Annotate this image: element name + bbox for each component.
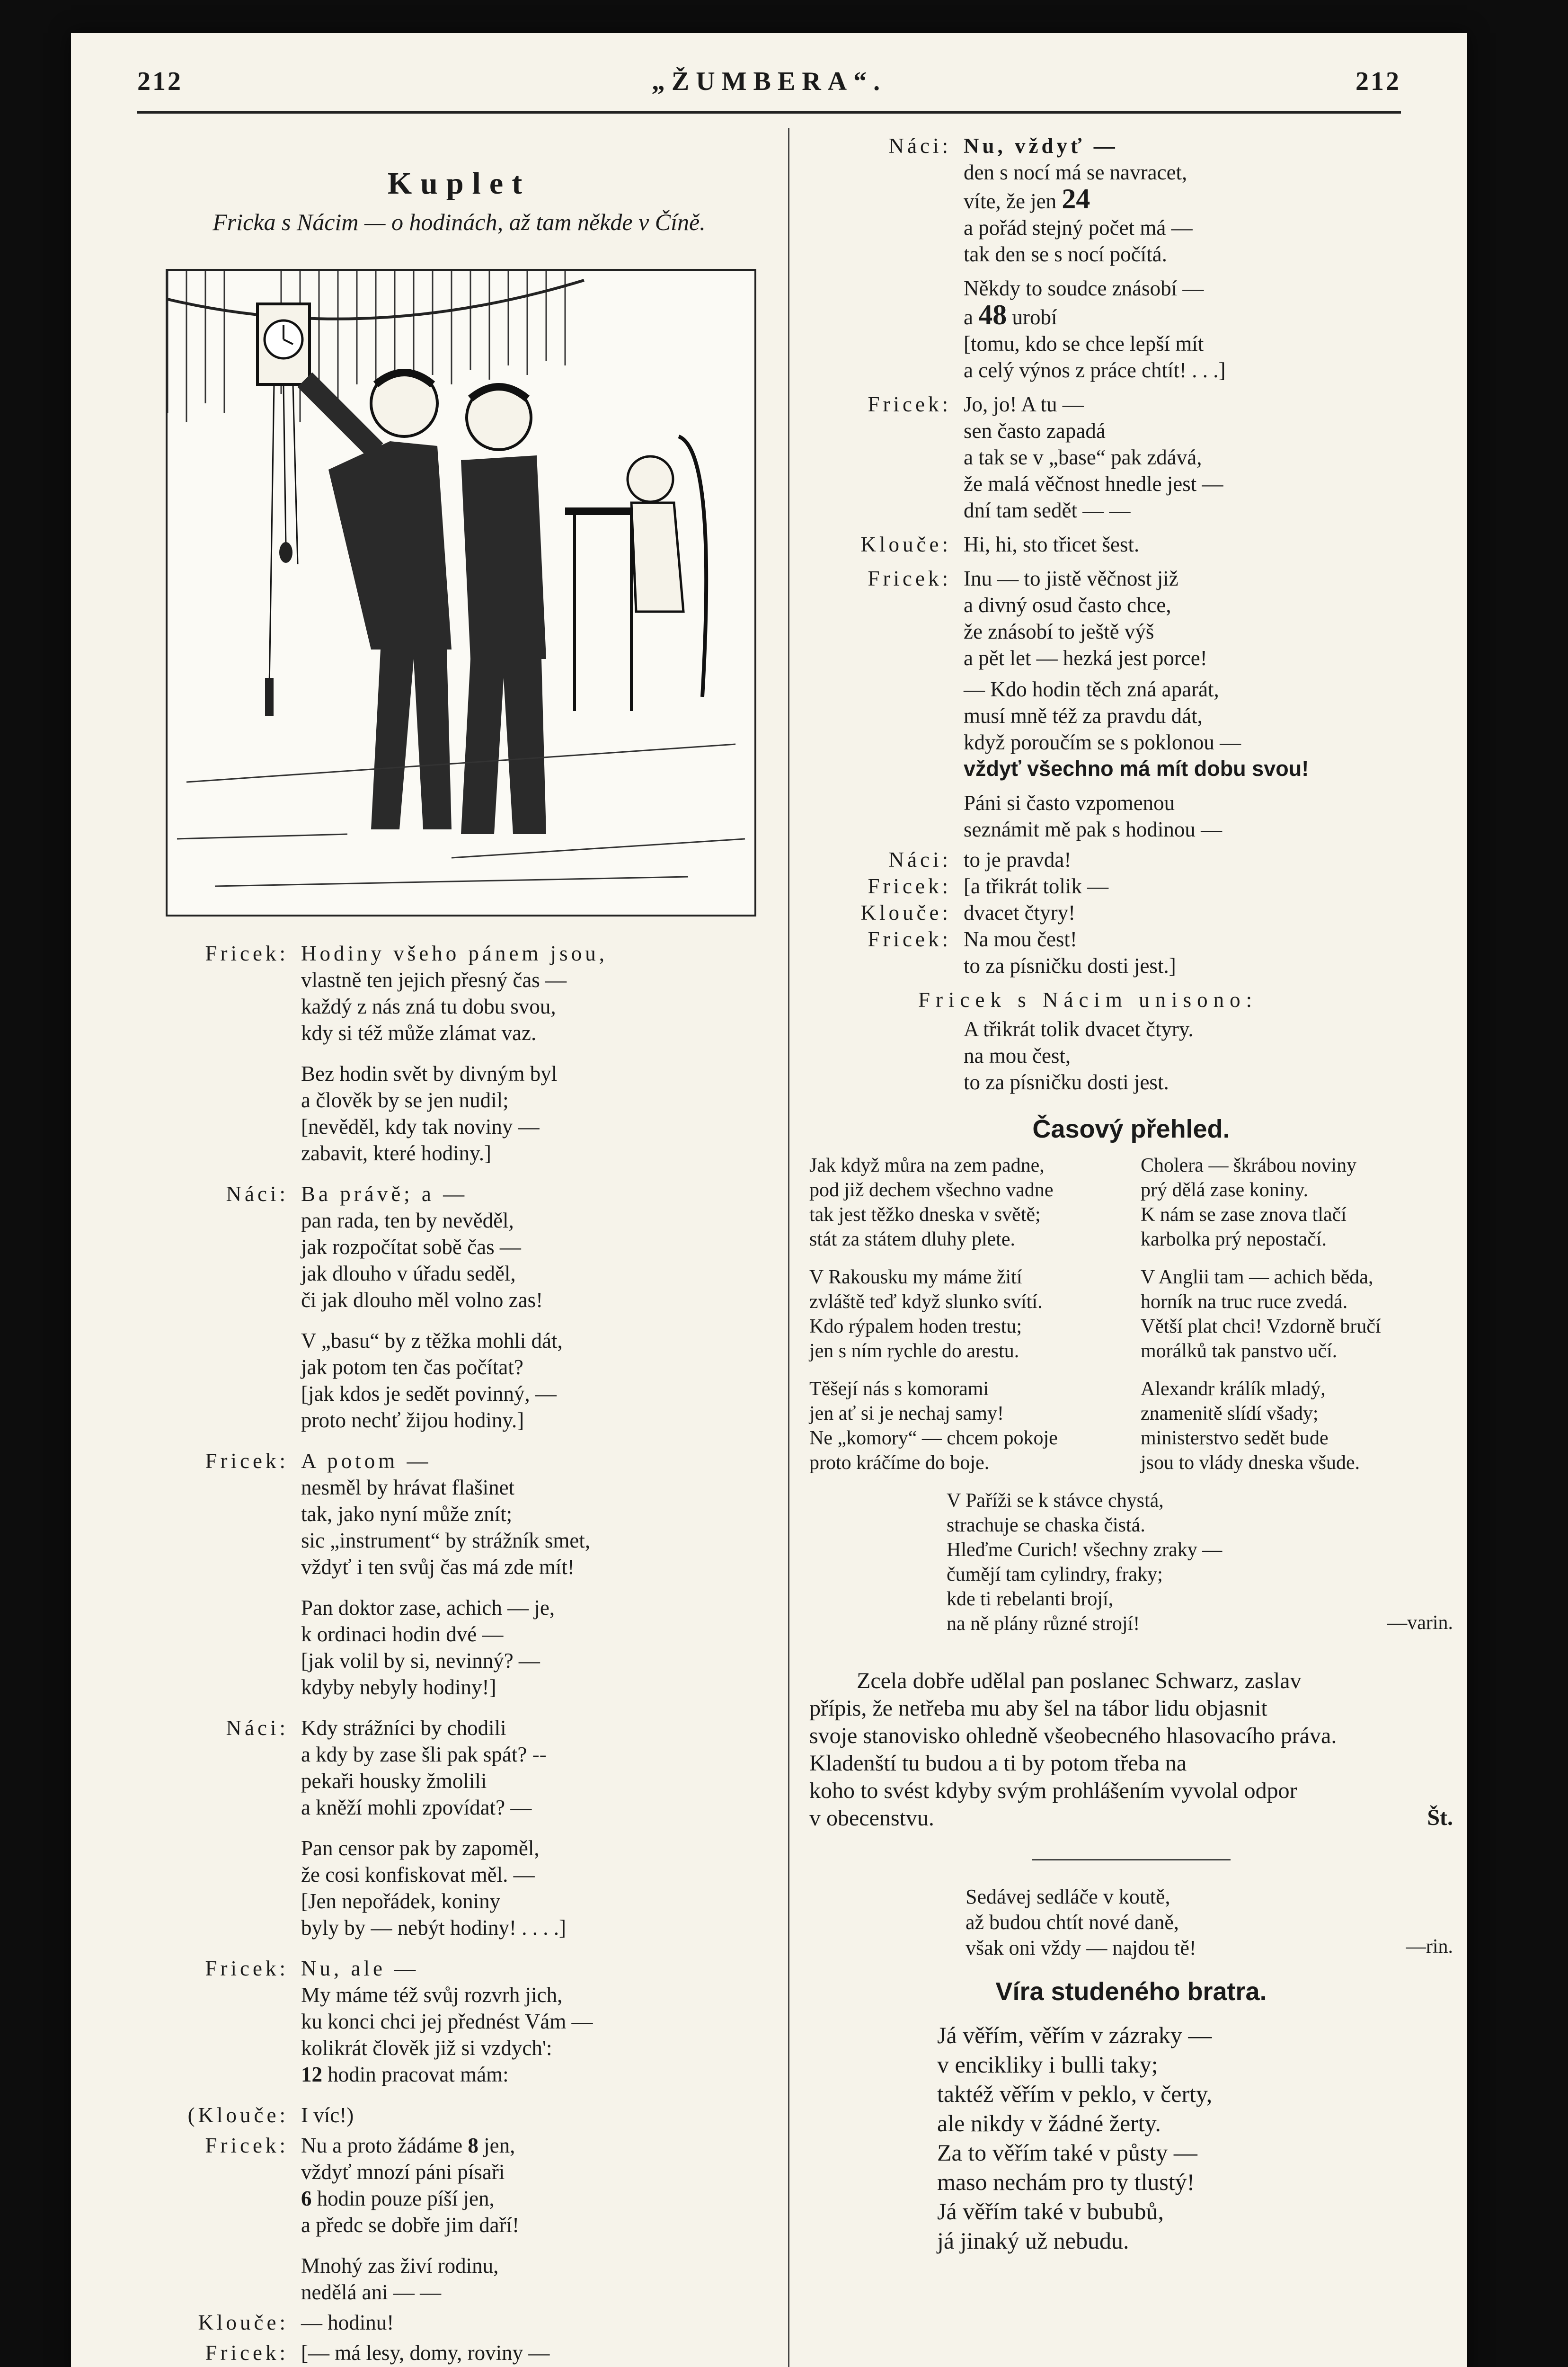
verse-line: jen s ním rychle do arestu. <box>809 1340 1019 1362</box>
verse-line <box>964 299 1453 330</box>
number-glyph: 6 <box>301 2187 312 2210</box>
verse-line: Těšejí nás s komorami <box>809 1378 989 1400</box>
verse-line: My máme též svůj rozvrh jich, <box>301 1983 563 2007</box>
r-stanza-10 <box>809 899 1453 926</box>
verse-line: maso nechám pro ty tlustý! <box>937 2169 1195 2195</box>
speaker-label: (Klouče: <box>187 2103 289 2127</box>
verse-line: Nu, ale — <box>301 1957 419 1980</box>
verse-text: hodin pracovat mám: <box>328 2063 509 2086</box>
speaker-label: Fricek: <box>205 1449 289 1473</box>
speaker-label: Náci: <box>888 134 951 158</box>
verse-line: Sedávej sedláče v koutě, <box>966 1885 1170 1908</box>
verse-line: Bez hodin svět by divným byl <box>301 1062 558 1086</box>
verse-line: zvláště teď když slunko svítí. <box>809 1291 1043 1313</box>
verse-line: Mnohý zas živí rodinu, <box>301 2254 499 2278</box>
verse-line: Páni si často vzpomenou <box>964 791 1175 815</box>
prose-line: koho to svést kdyby svým prohlášením vyvolal odpor <box>809 1778 1297 1803</box>
verse-line: V Anglii tam — achich běda, <box>1141 1266 1373 1288</box>
verse-line: pod již dechem všechno vadne <box>809 1179 1054 1201</box>
verse-line: Nu, vždyť — <box>964 134 1118 158</box>
verse-line: Hi, hi, sto třicet šest. <box>964 533 1140 556</box>
speaker-label: Klouče: <box>860 901 951 925</box>
verse-line: nesměl by hrávat flašinet <box>301 1476 515 1499</box>
prose-line: svoje stanovisko ohledně všeobecného hlasovacího práva. <box>809 1723 1337 1748</box>
poem-stanza <box>809 1153 1122 1252</box>
verse-line: [tomu, kdo se chce lepší mít <box>964 332 1204 356</box>
prose-line: v obecenstvu. <box>809 1806 934 1831</box>
verse-line: proto kráčíme do boje. <box>809 1452 990 1474</box>
kuplet-subtitle: Fricka s Nácim — o hodinách, až tam někde v Číně. <box>213 209 706 235</box>
verse-line: horník na truc ruce zvedá. <box>1141 1291 1348 1313</box>
verse-line: každý z nás zná tu dobu svou, <box>301 995 556 1018</box>
speaker-label: Fricek: <box>205 1957 289 1980</box>
verse-line: Hleďme Curich! všechny zraky — <box>947 1539 1223 1561</box>
verse-line: k ordinaci hodin dvé — <box>301 1622 504 1646</box>
casovy-prehled-title: Časový přehled. <box>1032 1115 1230 1143</box>
verse-line: jsou to vlády dneska všude. <box>1141 1452 1360 1474</box>
stanza-4 <box>301 1327 771 1433</box>
verse-line <box>301 2061 771 2088</box>
verse-line: na ně plány různé strojí! <box>947 1613 1140 1635</box>
verse-line <box>301 2185 771 2212</box>
r-stanza-6 <box>964 676 1453 782</box>
stanza-7 <box>147 1715 771 1821</box>
verse-line: [a třikrát tolik — <box>964 874 1109 898</box>
verse-line: dní tam sedět — — <box>964 498 1131 522</box>
verse-line: Inu — to jistě věčnost již <box>964 567 1178 590</box>
speaker-label: Fricek: <box>205 2134 289 2157</box>
verse-line: den s nocí má se navracet, <box>964 160 1187 184</box>
verse-line <box>301 2132 771 2159</box>
verse-line: kolikrát člověk již si vzdych': <box>301 2036 552 2060</box>
verse-line <box>964 183 1453 214</box>
verse-line: Hodiny všeho pánem jsou, <box>301 942 608 965</box>
r-stanza-11 <box>809 926 1453 979</box>
verse-line: Kdy strážníci by chodili <box>301 1716 506 1740</box>
verse-line: a předc se dobře jim daří! <box>301 2213 520 2237</box>
verse-line: Za to věřím také v půsty — <box>937 2139 1197 2166</box>
verse-line: kdyby nebyly hodiny!] <box>301 1675 496 1699</box>
verse-line: to je pravda! <box>964 848 1072 872</box>
speaker-label: Náci: <box>226 1182 289 1206</box>
verse-line: a pět let — hezká jest porce! <box>964 646 1207 670</box>
verse-line: V Rakousku my máme žití <box>809 1266 1022 1288</box>
kuplet-title: Kuplet <box>387 166 531 201</box>
verse-line: pan rada, ten by nevěděl, <box>301 1209 514 1232</box>
unison-heading: Fricek s Nácim unisono: <box>918 988 1258 1012</box>
stanza-13 <box>147 2309 771 2336</box>
verse-line: V „basu“ by z těžka mohli dát, <box>301 1329 563 1353</box>
verse-line: taktéž věřím v peklo, v čerty, <box>937 2081 1213 2107</box>
verse-line: ministerstvo sedět bude <box>1141 1427 1329 1449</box>
speaker-label: Fricek: <box>205 2341 289 2365</box>
verse-line: jak potom ten čas počítat? <box>301 1355 523 1379</box>
verse-line: Jo, jo! A tu — <box>964 392 1084 416</box>
r-stanza-9 <box>809 873 1453 899</box>
stanza-11 <box>147 2132 771 2238</box>
verse-line: Ba právě; a — <box>301 1182 468 1206</box>
verse-line: a kdy by zase šli pak spát? -- <box>301 1743 547 1766</box>
verse-line: musí mně též za pravdu dát, <box>964 704 1203 728</box>
verse-line: vlastně ten jejich přesný čas — <box>301 968 567 992</box>
r-stanza-7 <box>964 790 1453 843</box>
verse-line: zabavit, které hodiny.] <box>301 1141 491 1165</box>
verse-line: to za písničku dosti jest.] <box>964 954 1176 978</box>
verse-line: V Paříži se k stávce chystá, <box>947 1490 1164 1512</box>
speaker-label: Klouče: <box>198 2311 289 2334</box>
signature-varin: —varin. <box>1387 1612 1453 1634</box>
engraving-image <box>168 271 754 915</box>
number-glyph: 8 <box>468 2134 478 2157</box>
verse-text: hodin pouze píší jen, <box>317 2187 495 2210</box>
verse-line: Pan censor pak by zapoměl, <box>301 1836 540 1860</box>
stanza-14 <box>147 2340 771 2367</box>
verse-line: kdy si též může zlámat vaz. <box>301 1021 537 1045</box>
column-divider <box>788 128 789 2367</box>
verse-line: K nám se zase znova tlačí <box>1141 1204 1347 1226</box>
verse-line: byly by — nebýt hodiny! . . . .] <box>301 1916 566 1940</box>
verse-line: morálků tak panstvo učí. <box>1141 1340 1338 1362</box>
verse-line: čumějí tam cylindry, fraky; <box>947 1564 1163 1585</box>
page-number-left: 212 <box>137 67 183 96</box>
verse-line: Ne „komory“ — chcem pokoje <box>809 1427 1058 1449</box>
verse-line: a divný osud často chce, <box>964 593 1171 617</box>
verse-line: pekaři housky žmolili <box>301 1769 487 1793</box>
r-stanza-3 <box>809 391 1453 524</box>
verse-line: vždyť i ten svůj čas má zde mít! <box>301 1555 575 1579</box>
r-stanza-1 <box>809 133 1453 267</box>
verse-line: Cholera — škrábou noviny <box>1141 1155 1357 1176</box>
verse-line: [jak volil by si, nevinný? — <box>301 1649 540 1673</box>
verse-line: ku konci chci jej přednést Vám — <box>301 2010 593 2033</box>
section-divider <box>1032 1859 1231 1860</box>
verse-text: jen, <box>484 2134 515 2157</box>
verse-line: v encikliky i bulli taky; <box>937 2051 1158 2078</box>
unison-stanza <box>964 1016 1453 1095</box>
verse-line: jak rozpočítat sobě čas — <box>301 1235 521 1259</box>
verse-text: a <box>964 305 973 329</box>
stanza-3 <box>147 1181 771 1313</box>
signature-rin: —rin. <box>1406 1936 1453 1958</box>
verse-line: Kdo rýpalem hoden trestu; <box>809 1316 1022 1337</box>
number-glyph: 12 <box>301 2063 322 2086</box>
verse-line: a pořád stejný počet má — <box>964 216 1193 240</box>
illustration-clock-scene <box>166 269 756 917</box>
verse-line: tak, jako nyní může znít; <box>301 1502 513 1526</box>
left-column <box>147 133 771 2367</box>
verse-line: Alexandr králík mladý, <box>1141 1378 1326 1400</box>
verse-line: tak jest těžko dneska v světě; <box>809 1204 1041 1226</box>
verse-line: Větší plat chci! Vzdorně bručí <box>1141 1316 1381 1337</box>
stanza-5 <box>147 1448 771 1580</box>
casovy-left <box>809 1153 1122 1488</box>
verse-line: kde ti rebelanti brojí, <box>947 1588 1114 1610</box>
stanza-2 <box>301 1060 771 1166</box>
number-glyph: 24 <box>1062 183 1090 214</box>
verse-line: že malá věčnost hnedle jest — <box>964 472 1223 496</box>
stanza-10 <box>147 2102 771 2128</box>
speaker-label: Fricek: <box>868 874 951 898</box>
verse-line: strachuje se chaska čistá. <box>947 1514 1145 1536</box>
prose-line: přípis, že netřeba mu aby šel na tábor lidu objasnit <box>809 1696 1267 1721</box>
verse-line: dvacet čtyry! <box>964 901 1076 925</box>
signature-st: Št. <box>1427 1805 1453 1830</box>
verse-line: a celý výnos z práce chtít! . . .] <box>964 358 1226 382</box>
verse-line: na mou čest, <box>964 1044 1071 1068</box>
r-stanza-2 <box>964 275 1453 383</box>
verse-line: či jak dlouho měl volno zas! <box>301 1288 543 1312</box>
verse-line: Někdy to soudce znásobí — <box>964 276 1204 300</box>
verse-text: Nu a proto žádáme <box>301 2134 463 2157</box>
verse-line: [jak kdos je sedět povinný, — <box>301 1382 557 1406</box>
verse-line: znamenitě slídí všady; <box>1141 1403 1319 1424</box>
verse-line: ale nikdy v žádné žerty. <box>937 2110 1161 2136</box>
poem-stanza <box>809 1265 1122 1363</box>
right-column <box>809 133 1453 2255</box>
speaker-label: Fricek: <box>868 392 951 416</box>
verse-line: karbolka prý nepostačí. <box>1141 1228 1327 1250</box>
verse-line: vždyť všechno má mít dobu svou! <box>964 756 1309 781</box>
verse-line: sen často zapadá <box>964 419 1106 443</box>
newspaper-page <box>71 33 1467 2367</box>
verse-line: Na mou čest! <box>964 927 1077 951</box>
verse-line: jen ať si je nechaj samy! <box>809 1403 1004 1424</box>
verse-line: nedělá ani — — <box>301 2280 442 2304</box>
casovy-right <box>1141 1153 1453 1488</box>
verse-line: Já věřím také v bububů, <box>937 2198 1164 2225</box>
header-rule <box>137 111 1401 114</box>
verse-line: stát za státem dluhy plete. <box>809 1228 1016 1250</box>
stanza-6 <box>301 1594 771 1700</box>
casovy-prehled-columns <box>809 1153 1453 1488</box>
page-number-right: 212 <box>1355 67 1401 96</box>
poem-stanza <box>809 1377 1122 1475</box>
stanza-12 <box>301 2252 771 2305</box>
verse-line: [nevěděl, kdy tak noviny — <box>301 1115 540 1139</box>
poem-stanza <box>1141 1153 1453 1252</box>
verse-line: vždyť mnozí páni písaři <box>301 2160 505 2184</box>
number-glyph: 48 <box>978 299 1007 330</box>
verse-line: I víc!) <box>301 2103 354 2127</box>
verse-line: A třikrát tolik dvacet čtyry. <box>964 1017 1194 1041</box>
stanza-8 <box>301 1835 771 1941</box>
prose-line: Kladenští tu budou a ti by potom třeba na <box>809 1751 1187 1776</box>
verse-line: to za písničku dosti jest. <box>964 1070 1169 1094</box>
verse-text: urobí <box>1012 305 1057 329</box>
verse-line: Já věřím, věřím v zázraky — <box>937 2022 1212 2048</box>
r-stanza-5 <box>809 565 1453 671</box>
speaker-label: Náci: <box>888 848 951 872</box>
poem-stanza <box>1141 1265 1453 1363</box>
page-header <box>137 66 1401 109</box>
verse-line: — Kdo hodin těch zná aparát, <box>964 677 1219 701</box>
verse-line: když poroučím se s poklonou — <box>964 730 1241 754</box>
masthead: „ŽUMBERA“. <box>651 67 887 96</box>
verse-line: Pan doktor zase, achich — je, <box>301 1596 555 1620</box>
prose-line: Zcela dobře udělal pan poslanec Schwarz, zaslav <box>857 1668 1302 1693</box>
verse-line: že cosi konfiskovat měl. — <box>301 1863 535 1886</box>
vira-title: Víra studeného bratra. <box>995 1977 1267 2006</box>
stanza-1 <box>147 940 771 1046</box>
verse-line: Jak když můra na zem padne, <box>809 1155 1045 1176</box>
verse-line: tak den se s nocí počítá. <box>964 242 1167 266</box>
verse-line: seznámit mě pak s hodinou — <box>964 818 1223 841</box>
verse-line: já jinaký už nebudu. <box>937 2227 1129 2254</box>
verse-line: jak dlouho v úřadu seděl, <box>301 1262 516 1285</box>
verse-line: — hodinu! <box>301 2311 394 2334</box>
poem-vira <box>937 2020 1453 2255</box>
speaker-label: Klouče: <box>860 533 951 556</box>
speaker-label: Náci: <box>226 1716 289 1740</box>
verse-line: a tak se v „base“ pak zdává, <box>964 445 1202 469</box>
verse-line: a člověk by se jen nudil; <box>301 1088 509 1112</box>
stanza-9 <box>147 1955 771 2088</box>
r-stanza-4 <box>809 531 1453 558</box>
verse-line: sic „instrument“ by strážník smet, <box>301 1529 591 1552</box>
verse-line: však oni vždy — najdou tě! <box>966 1936 1196 1959</box>
verse-line: A potom — <box>301 1449 432 1473</box>
verse-line: prý dělá zase koniny. <box>1141 1179 1309 1201</box>
speaker-label: Fricek: <box>868 927 951 951</box>
speaker-label: Fricek: <box>868 567 951 590</box>
poem-stanza <box>1141 1377 1453 1475</box>
verse-line: a kněží mohli zpovídat? — <box>301 1796 532 1819</box>
verse-line: [— má lesy, domy, roviny — <box>301 2341 550 2365</box>
r-stanza-8 <box>809 846 1453 873</box>
verse-line: proto nechť žijou hodiny.] <box>301 1408 524 1432</box>
verse-line: až budou chtít nové daně, <box>966 1911 1179 1934</box>
speaker-label: Fricek: <box>205 942 289 965</box>
verse-line: že znásobí to ještě výš <box>964 620 1154 643</box>
verse-line: [Jen nepořádek, koniny <box>301 1889 501 1913</box>
verse-text: víte, že jen <box>964 189 1057 213</box>
